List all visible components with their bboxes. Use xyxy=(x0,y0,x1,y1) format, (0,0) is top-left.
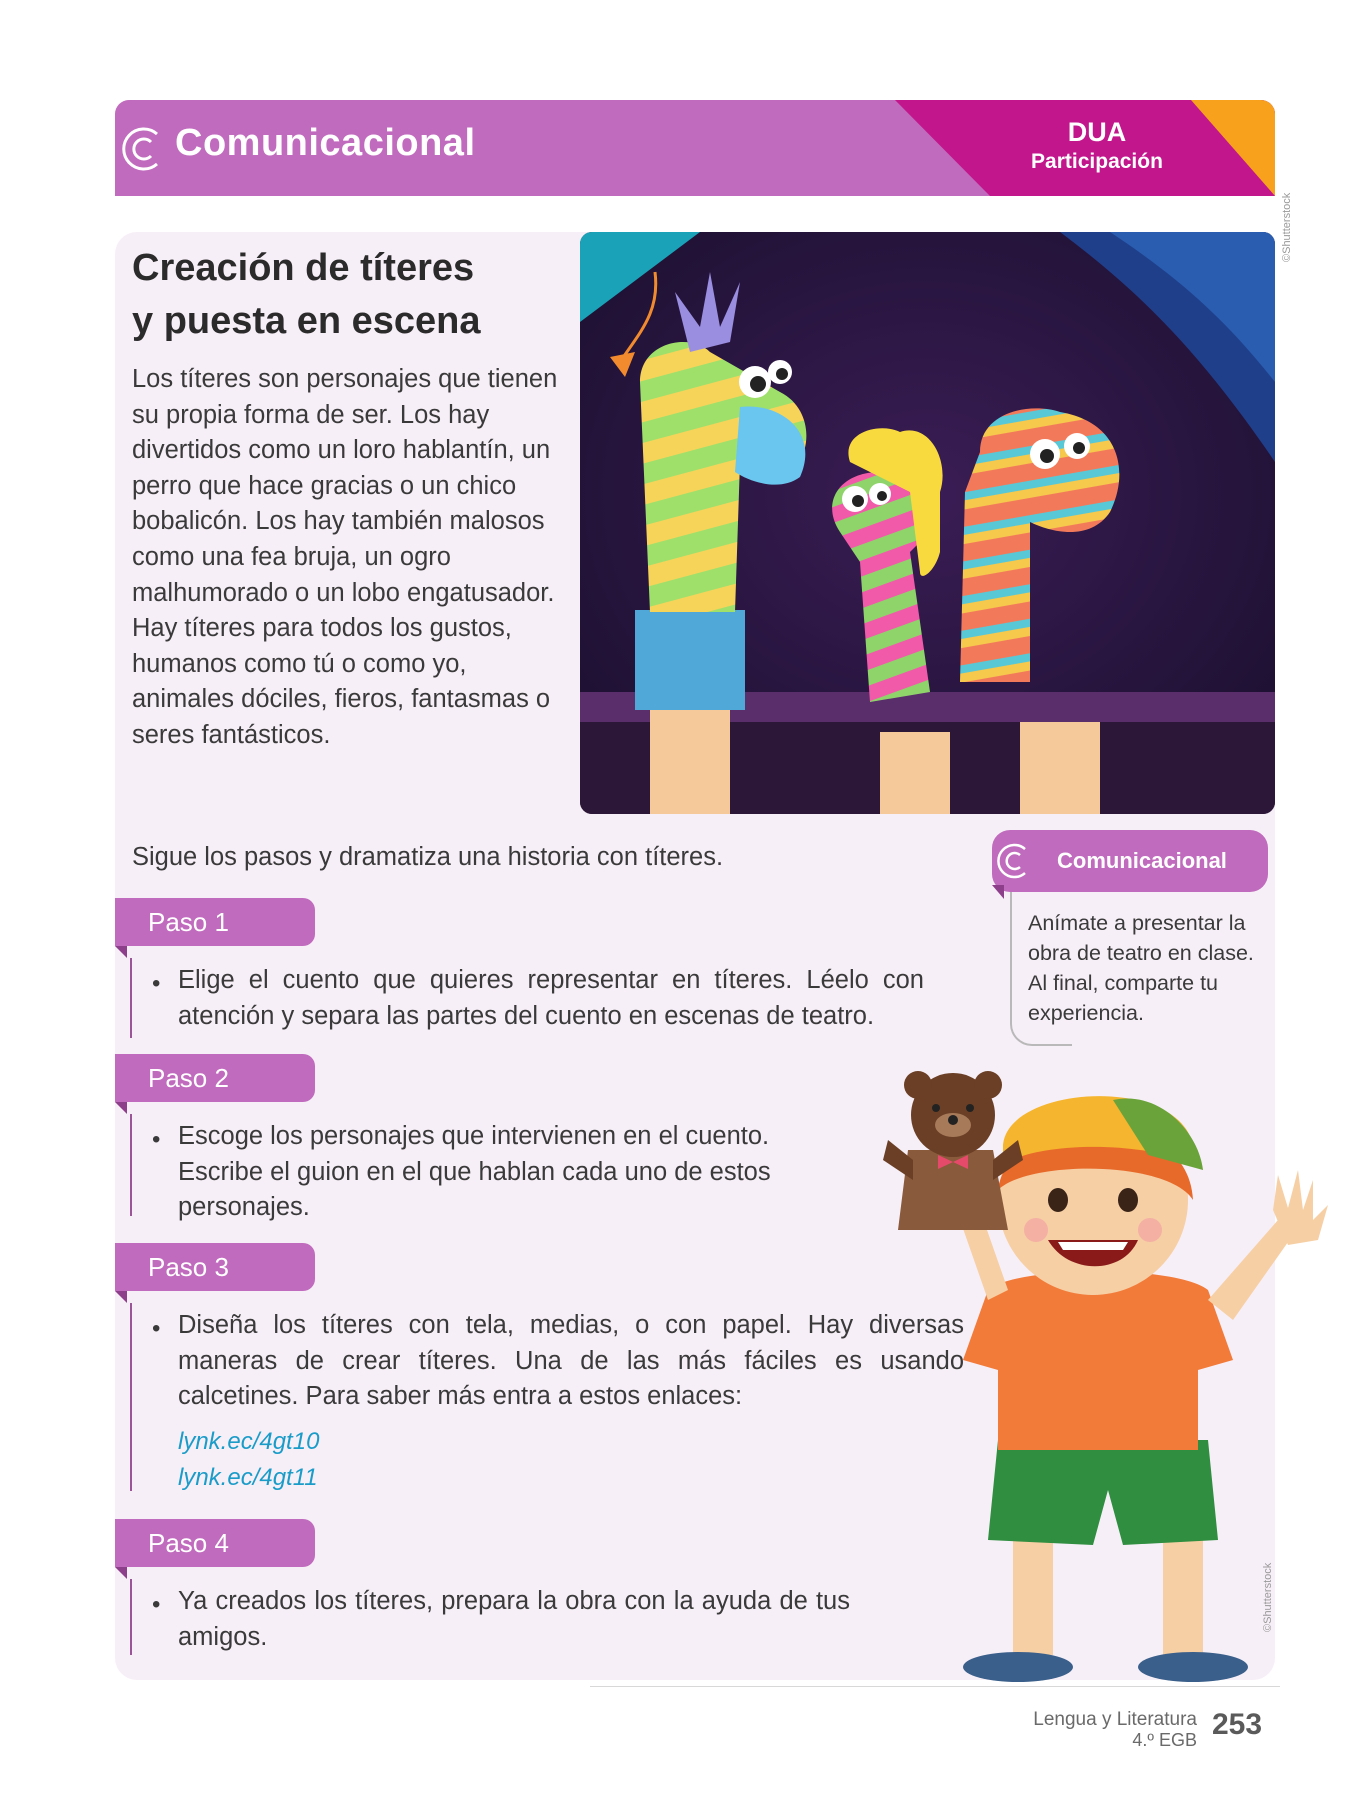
step-2-line xyxy=(130,1114,132,1216)
step-2-text: Escoge los personajes que intervienen en el cuento. Escribe el guion en el que hablan cada uno de estos personajes. xyxy=(178,1122,771,1221)
sock-puppets-illustration xyxy=(580,232,1275,814)
comunicacional-c-icon xyxy=(117,122,171,176)
instruction-text: Sigue los pasos y dramatiza una historia con títeres. xyxy=(132,843,724,871)
title-line-2: y puesta en escena xyxy=(132,300,481,342)
side-note-tab xyxy=(992,830,1268,892)
step-3-line xyxy=(130,1303,132,1491)
step-3-text: Diseña los títeres con tela, medias, o con papel. Hay diversas maneras de crear títeres. Una de las más fáciles es usando calcetines. Para saber más entra a estos enlaces: xyxy=(178,1311,964,1410)
comunicacional-c-icon xyxy=(994,840,1036,882)
step-1-text: Elige el cuento que quieres representar en títeres. Léelo con atención y separa las partes del cuento en escenas de teatro. xyxy=(178,966,924,1030)
banner-title: Comunicacional xyxy=(175,122,476,164)
dua-title: DUA xyxy=(1067,117,1127,147)
dua-subtitle: Participación xyxy=(1031,150,1163,173)
image-credit: ©Shutterstock xyxy=(1281,192,1293,262)
side-note-text: Anímate a presentar la obra de teatro en clase. Al final, comparte tu experiencia. xyxy=(1028,911,1254,1025)
step-3-bullet: • xyxy=(152,1315,161,1342)
page-number: 253 xyxy=(1212,1708,1263,1741)
step-4-line xyxy=(130,1579,132,1655)
kid-image-credit: ©Shutterstock xyxy=(1262,1562,1274,1632)
title-line-1: Creación de títeres xyxy=(132,247,475,289)
step-3-tab: Paso 3 xyxy=(115,1243,315,1291)
footer-subject: Lengua y Literatura xyxy=(1033,1709,1197,1730)
dua-label xyxy=(1017,116,1177,176)
step-2-tab: Paso 2 xyxy=(115,1054,315,1102)
step-1-tab: Paso 1 xyxy=(115,898,315,946)
step-4-bullet: • xyxy=(152,1591,161,1618)
intro-paragraph: Los títeres son personajes que tienen su propia forma de ser. Los hay divertidos como un loro hablantín, un perro que hace gracias o un chico bobalicón. Los hay también malosos como una fea bruja, un ogro malhumorado o un lobo engatusador. Hay títeres para todos los gustos, humanos como tú o como yo, animales dóciles, fieros, fantasmas o seres fantásticos. xyxy=(132,365,558,749)
step-1-bullet: • xyxy=(152,970,161,997)
step-3-link-1[interactable]: lynk.ec/4gt10 xyxy=(178,1428,320,1455)
step-1-line xyxy=(130,958,132,1038)
footer-grade: 4.º EGB xyxy=(1132,1730,1197,1750)
side-note-title: Comunicacional xyxy=(1057,848,1227,873)
footer-divider xyxy=(590,1686,1280,1687)
step-4-text: Ya creados los títeres, prepara la obra con la ayuda de tus amigos. xyxy=(178,1587,850,1651)
step-3-link-2[interactable]: lynk.ec/4gt11 xyxy=(178,1464,318,1491)
step-2-bullet: • xyxy=(152,1126,161,1153)
page-title xyxy=(132,242,481,348)
section-banner xyxy=(115,100,1275,196)
step-4-tab: Paso 4 xyxy=(115,1519,315,1567)
side-note-tab-fold xyxy=(992,885,1004,899)
